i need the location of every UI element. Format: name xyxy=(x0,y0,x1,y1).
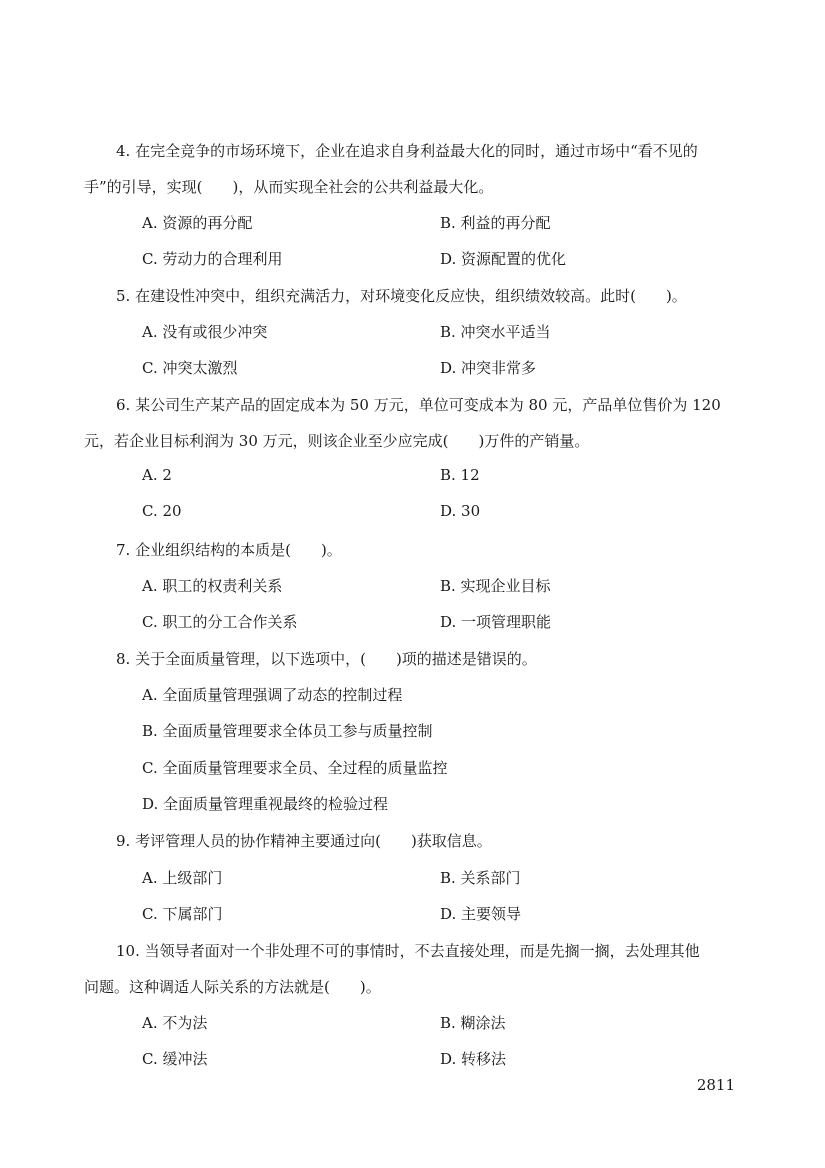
question-8-line-1: 8. 关于全面质量管理，以下选项中，( )项的描述是错误的。 xyxy=(116,650,537,668)
question-6-option-b: B. 12 xyxy=(440,466,480,484)
question-6-line-1: 6. 某公司生产某产品的固定成本为 50 万元，单位可变成本为 80 元，产品单位售价为 120 xyxy=(116,396,721,414)
question-6-option-d: D. 30 xyxy=(440,502,481,520)
question-7-option-b: B. 实现企业目标 xyxy=(440,577,551,595)
question-4-option-b: B. 利益的再分配 xyxy=(440,214,551,232)
question-5-option-b: B. 冲突水平适当 xyxy=(440,323,551,341)
question-9-option-b: B. 关系部门 xyxy=(440,869,521,887)
question-8-option-c: C. 全面质量管理要求全员、全过程的质量监控 xyxy=(142,759,448,777)
question-4-option-d: D. 资源配置的优化 xyxy=(440,250,567,268)
question-7-option-a: A. 职工的权责利关系 xyxy=(142,577,283,595)
question-4-option-c: C. 劳动力的合理利用 xyxy=(142,250,283,268)
question-8-option-a: A. 全面质量管理强调了动态的控制过程 xyxy=(142,686,403,704)
question-5-option-c: C. 冲突太激烈 xyxy=(142,359,238,377)
question-10-line-2: 问题。这种调适人际关系的方法就是( )。 xyxy=(84,978,381,996)
question-9-line-1: 9. 考评管理人员的协作精神主要通过向( )获取信息。 xyxy=(116,832,492,850)
question-7-line-1: 7. 企业组织结构的本质是( )。 xyxy=(116,541,342,559)
page-number: 2811 xyxy=(696,1076,735,1094)
question-9-option-c: C. 下属部门 xyxy=(142,905,223,923)
question-10-option-d: D. 转移法 xyxy=(440,1050,507,1068)
question-9-option-a: A. 上级部门 xyxy=(142,869,223,887)
question-10-option-c: C. 缓冲法 xyxy=(142,1050,208,1068)
question-5-line-1: 5. 在建设性冲突中，组织充满活力，对环境变化反应快，组织绩效较高。此时( )。 xyxy=(116,287,687,305)
question-6-option-a: A. 2 xyxy=(142,466,172,484)
question-5-option-a: A. 没有或很少冲突 xyxy=(142,323,268,341)
question-6-line-2: 元，若企业目标利润为 30 万元，则该企业至少应完成( )万件的产销量。 xyxy=(84,432,590,450)
question-5-option-d: D. 冲突非常多 xyxy=(440,359,537,377)
question-7-option-c: C. 职工的分工合作关系 xyxy=(142,613,298,631)
question-10-option-b: B. 糊涂法 xyxy=(440,1014,506,1032)
question-10-line-1: 10. 当领导者面对一个非处理不可的事情时，不去直接处理，而是先搁一搁，去处理其他 xyxy=(116,942,700,960)
question-7-option-d: D. 一项管理职能 xyxy=(440,613,552,631)
question-8-option-d: D. 全面质量管理重视最终的检验过程 xyxy=(142,795,389,813)
question-10-option-a: A. 不为法 xyxy=(142,1014,208,1032)
question-4-option-a: A. 资源的再分配 xyxy=(142,214,253,232)
question-4-line-1: 4. 在完全竞争的市场环境下，企业在追求自身利益最大化的同时，通过市场中“看不见的 xyxy=(116,142,698,160)
question-4-line-2: 手”的引导，实现( )，从而实现全社会的公共利益最大化。 xyxy=(84,178,494,196)
question-8-option-b: B. 全面质量管理要求全体员工参与质量控制 xyxy=(142,722,433,740)
question-9-option-d: D. 主要领导 xyxy=(440,905,522,923)
question-6-option-c: C. 20 xyxy=(142,502,182,520)
